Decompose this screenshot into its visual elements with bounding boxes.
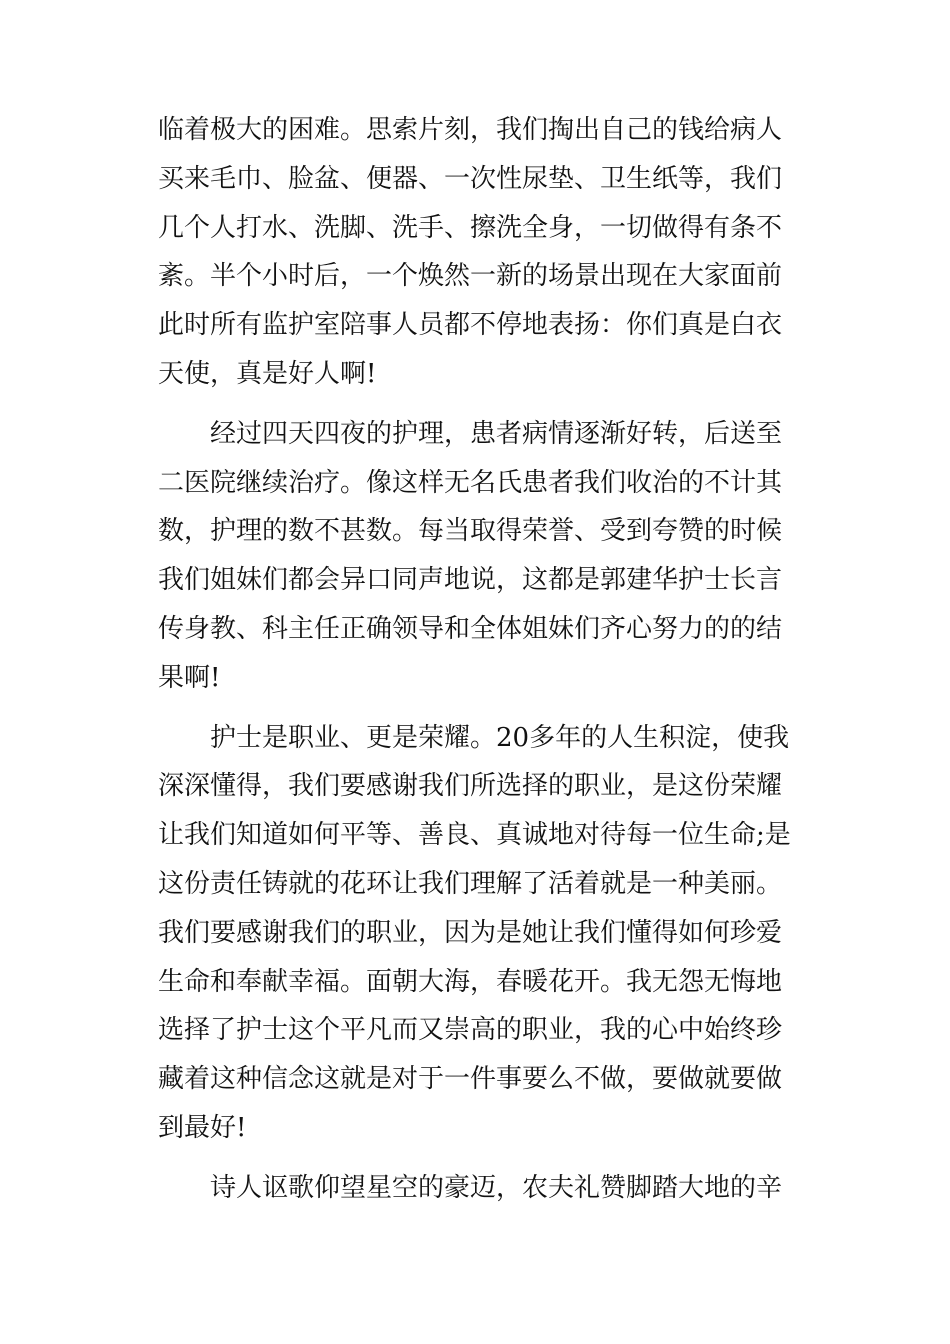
paragraph-gap (158, 399, 798, 410)
text-line: 藏着这种信念这就是对于一件事要么不做，要做就要做 (158, 1064, 783, 1095)
paragraph (158, 410, 798, 703)
text-line: 天使，真是好人啊! (158, 358, 377, 389)
text-line: 让我们知道如何平等、善良、真诚地对待每一位生命;是 (158, 820, 791, 851)
text-line: 深深懂得，我们要感谢我们所选择的职业，是这份荣耀 (158, 771, 783, 802)
text-line: 经过四天四夜的护理，患者病情逐渐好转，后送至 (210, 418, 783, 449)
text-line: 临着极大的困难。思索片刻，我们掏出自己的钱给病人 (158, 115, 783, 145)
text-line: 生命和奉献幸福。面朝大海，春暖花开。我无怨无悔地 (158, 966, 783, 997)
paragraph-gap (158, 1153, 798, 1164)
text-line: 此时所有监护室陪事人员都不停地表扬：你们真是白衣 (158, 310, 783, 341)
text-line: 二医院继续治疗。像这样无名氏患者我们收治的不计其 (158, 467, 783, 498)
text-line: 数，护理的数不甚数。每当取得荣誉、受到夸赞的时候 (158, 516, 783, 547)
paragraph (158, 714, 798, 1153)
paragraph-gap (158, 703, 798, 714)
document-body (158, 106, 798, 1213)
text-line: 几个人打水、洗脚、洗手、擦洗全身，一切做得有条不 (158, 212, 783, 243)
paragraph (158, 106, 798, 399)
text-line: 传身教、科主任正确领导和全体姐妹们齐心努力的的结 (158, 613, 783, 644)
text-line: 护士是职业、更是荣耀。20多年的人生积淀，使我 (210, 722, 790, 753)
text-line: 选择了护士这个平凡而又崇高的职业，我的心中始终珍 (158, 1015, 783, 1046)
text-line: 我们姐妹们都会异口同声地说，这都是郭建华护士长言 (158, 565, 783, 596)
text-line: 我们要感谢我们的职业，因为是她让我们懂得如何珍爱 (158, 917, 783, 948)
text-line: 果啊! (158, 662, 221, 693)
text-line: 这份责任铸就的花环让我们理解了活着就是一种美丽。 (158, 868, 783, 899)
text-line: 紊。半个小时后，一个焕然一新的场景出现在大家面前 (158, 261, 783, 292)
paragraph (158, 1164, 798, 1213)
text-line: 买来毛巾、脸盆、便器、一次性尿垫、卫生纸等，我们 (158, 163, 783, 194)
text-line: 诗人讴歌仰望星空的豪迈，农夫礼赞脚踏大地的辛 (210, 1172, 783, 1203)
text-line: 到最好! (158, 1112, 247, 1143)
